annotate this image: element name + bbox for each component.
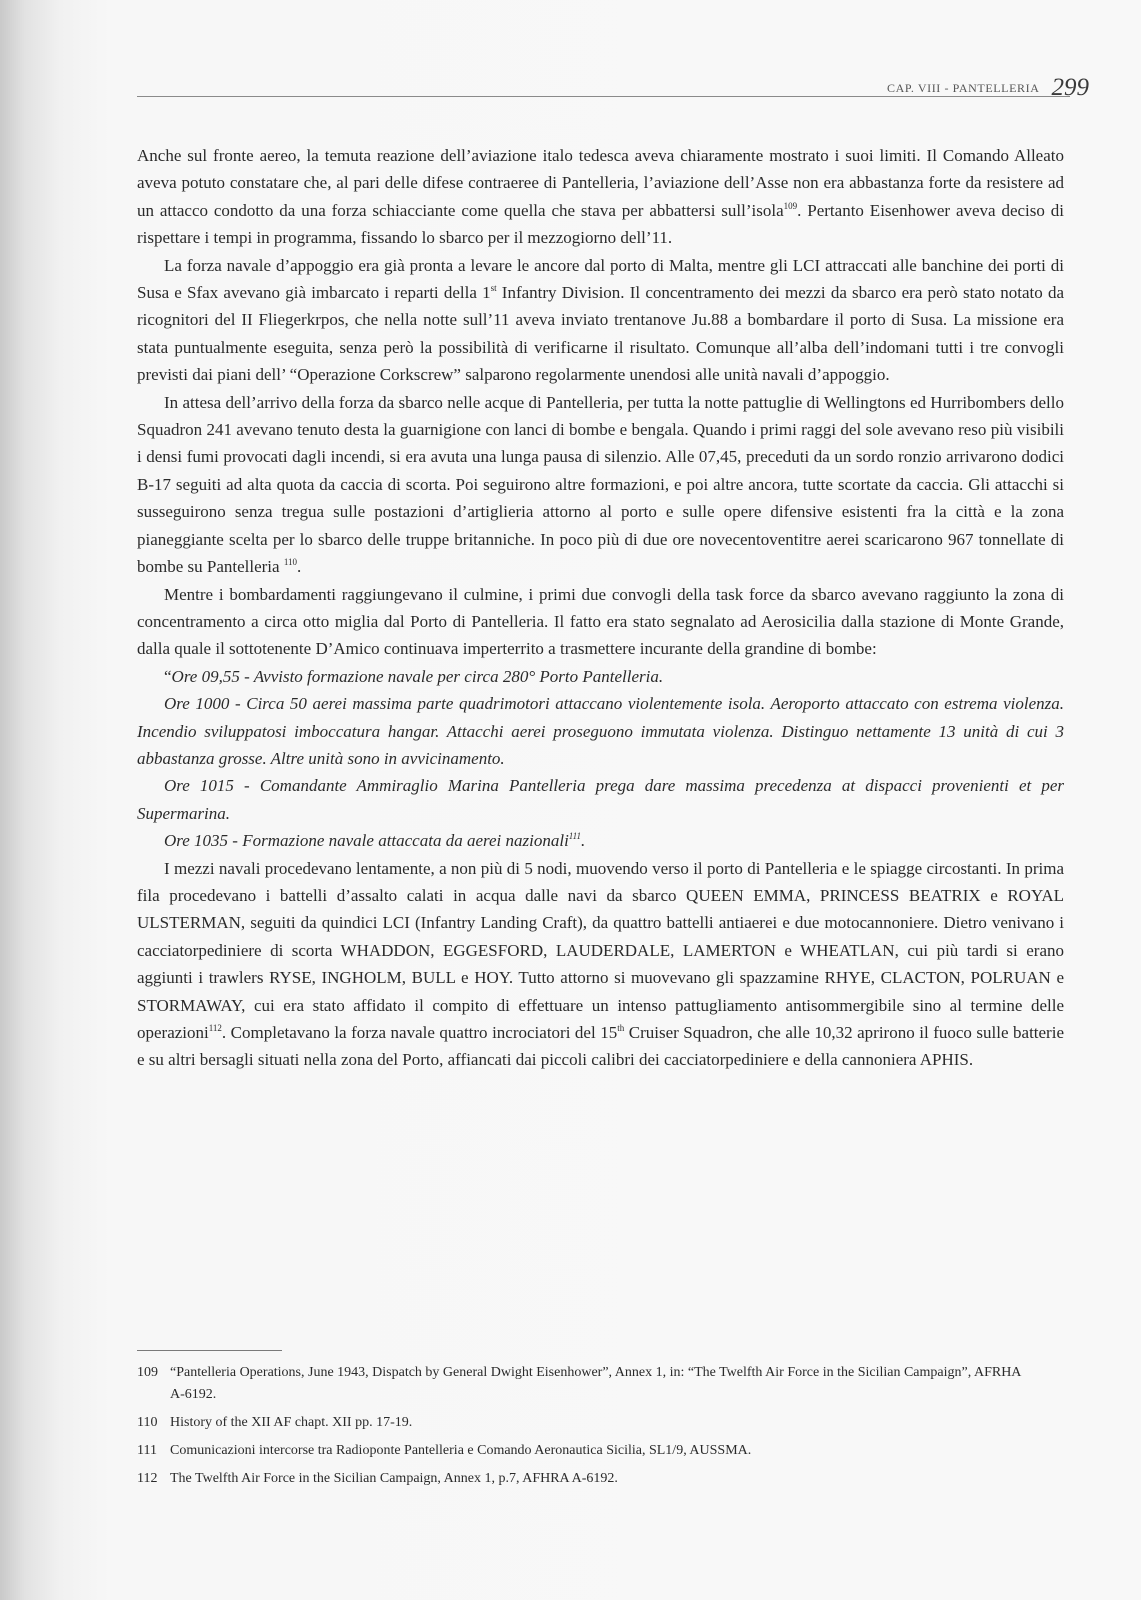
paragraph-5 [137, 855, 1064, 1074]
paragraph-text: Cruiser Squadron, che alle 10,32 aprirono il fuoco sulle batterie e su altri bersagli situati nella zona del Porto, affiancati dai piccoli calibri dei cacciatorpediniere e della cannoniera APHIS. [137, 1023, 1064, 1070]
quote-text: Ore 1035 - Formazione navale attaccata da aerei nazionali [164, 831, 569, 851]
paragraph-text: . Completavano la forza navale quattro incrociatori del 15 [221, 1023, 618, 1042]
footnote-text: History of the XII AF chapt. XII pp. 17-19. [170, 1415, 413, 1430]
paragraph-4: Mentre i bombardamenti raggiungevano il culmine, i primi due convogli della task force da sbarco avevano raggiunto la zona di concentramento a circa otto miglia dal Porto di Pantelleria. Il fatto era stato segnalato ad Aerosicilia dalla stazione di Monte Grande, dalla quale il sottotenente D’Amico continuava imperterrito a trasmettere incurante della grandine di bombe: [137, 584, 1064, 659]
footnote-number: 112 [137, 1471, 158, 1486]
paragraph-text: Infantry Division. Il concentramento dei mezzi da sbarco era però stato notato da ricognitori del II Fliegerkrpos, che nella notte sull’11 aveva inviato trentanove Ju.88 a bombardare il porto di Susa. La missione era stata puntualmente eseguita, senza però la possibilità di verificarne il risultato. Comunque all’alba dell’indomani tutti i tre convogli previsti dai piani dell’ “Operazione Corkscrew” salparono regolarmente unendosi alle unità navali d’appoggio. [137, 283, 1064, 385]
quote-line-4 [137, 827, 1064, 854]
superscript-th: th [617, 1023, 625, 1033]
footnote-text: “Pantelleria Operations, June 1943, Dispatch by General Dwight Eisenhower”, Annex 1, in: “The Twelfth Air Force in the Sicilian Campaign”, AFRHA A-6192. [170, 1365, 1021, 1402]
footnote-text: Comunicazioni intercorse tra Radioponte Pantelleria e Comando Aeronautica Sicilia, SL1/9, AUSSMA. [170, 1443, 752, 1458]
footnote-ref-111: 111 [568, 831, 581, 842]
chapter-title: CAP. VIII - PANTELLERIA [887, 81, 1040, 95]
quote-line-3: Ore 1015 - Comandante Ammiraglio Marina Pantelleria prega dare massima precedenza at dispacci provenienti et per Supermarina. [137, 776, 1064, 823]
footnote-ref-109: 109 [783, 200, 798, 211]
main-text [137, 142, 1064, 1074]
footnote [137, 1412, 1037, 1434]
paragraph-text: Anche sul fronte aereo, la temuta reazione dell’aviazione italo tedesca aveva chiaramente mostrato i suoi limiti. Il Comando Alleato aveva potuto constatare che, al pari delle difese contraeree di Pantelleria, l’aviazione dell’Asse non era abbastanza forte da resistere ad un attacco condotto da una forza schiacciante come quella che stava per abbattersi sull’isola [137, 146, 1064, 220]
quote-text: Ore 09,55 - Avvisto formazione navale per circa 280° Porto Pantelleria. [171, 666, 664, 686]
running-header [887, 74, 1089, 102]
footnote-text: The Twelfth Air Force in the Sicilian Campaign, Annex 1, p.7, AFHRA A-6192. [170, 1471, 618, 1486]
quote-close: . [580, 831, 586, 851]
paragraph-text: . Pertanto Eisenhower aveva deciso di rispettare i tempi in programma, fissando lo sbarco per il mezzogiorno dell’11. [137, 200, 1064, 248]
paragraph-1 [137, 142, 1064, 252]
paragraph-text: . [297, 557, 302, 577]
footnote-rule [137, 1350, 282, 1351]
footnote [137, 1440, 1037, 1462]
footnote-number: 111 [137, 1443, 157, 1458]
footnote-ref-110: 110 [283, 557, 297, 568]
footnote [137, 1362, 1037, 1406]
superscript-st: st [490, 283, 497, 294]
paragraph-text: In attesa dell’arrivo della forza da sbarco nelle acque di Pantelleria, per tutta la notte pattuglie di Wellingtons ed Hurribombers dello Squadron 241 avevano tenuto desta la guarnigione con lanci di bombe e bengala. Quando i primi raggi del sole avevano reso più visibili i densi fumi provocati dagli incendi, si era avuta una lunga pausa di silenzio. Alle 07,45, preceduti da un sordo ronzio arrivarono dodici B-17 seguiti ad alta quota da caccia di scorta. Poi seguirono altre formazioni, e poi altre ancora, tutte scortate da caccia. Gli attacchi si susseguirono senza tregua sulle postazioni d’artiglieria attorno al porto e sulle opere difensive esistenti fra la città e la zona pianeggiante scelta per lo sbarco delle truppe britanniche. In poco più di due ore novecentoventitre aerei scaricarono 967 tonnellate di bombe su Pantelleria [137, 392, 1064, 577]
paragraph-3 [137, 389, 1064, 581]
footnotes [137, 1362, 1037, 1496]
quote-line-1 [137, 663, 1064, 690]
footnote-ref-112: 112 [208, 1023, 222, 1033]
paragraph-text: La forza navale d’appoggio era già pronta a levare le ancore dal porto di Malta, mentre gli LCI attraccati alle banchine dei porti di Susa e Sfax avevano già imbarcato i reparti della 1 [137, 255, 1064, 303]
paragraph-2 [137, 252, 1064, 389]
quote-open-mark: “ [164, 666, 172, 686]
quote-line-2: Ore 1000 - Circa 50 aerei massima parte quadrimotori attaccano violentemente isola. Aeroporto attaccato con estrema violenza. Incendio sviluppatosi imboccatura hangar. Attacchi aerei proseguono immutata violenza. Distinguo nettamente 13 unità di cui 3 abbastanza grosse. Altre unità sono in avvicinamento. [137, 694, 1064, 768]
footnote [137, 1468, 1037, 1490]
paragraph-text: I mezzi navali procedevano lentamente, a non più di 5 nodi, muovendo verso il porto di Pantelleria e le spiagge circostanti. In prima fila procedevano i battelli d’assalto calati in acqua dalle navi da sbarco QUEEN EMMA, PRINCESS BEATRIX e ROYAL ULSTERMAN, seguiti da quindici LCI (Infantry Landing Craft), da quattro battelli antiaerei e due motocannoniere. Dietro venivano i cacciatorpediniere di scorta WHADDON, EGGESFORD, LAUDERDALE, LAMERTON e WHEATLAN, cui più tardi si erano aggiunti i trawlers RYSE, INGHOLM, BULL e HOY. Tutto attorno si muovevano gli spazzamine RHYE, CLACTON, POLRUAN e STORMAWAY, cui era stato affidato il compito di effettuare un intenso pattugliamento antisommergibile sino al termine delle operazioni [137, 858, 1064, 1042]
footnote-number: 110 [137, 1415, 158, 1430]
page-number: 299 [1051, 74, 1089, 101]
footnote-number: 109 [137, 1365, 158, 1380]
